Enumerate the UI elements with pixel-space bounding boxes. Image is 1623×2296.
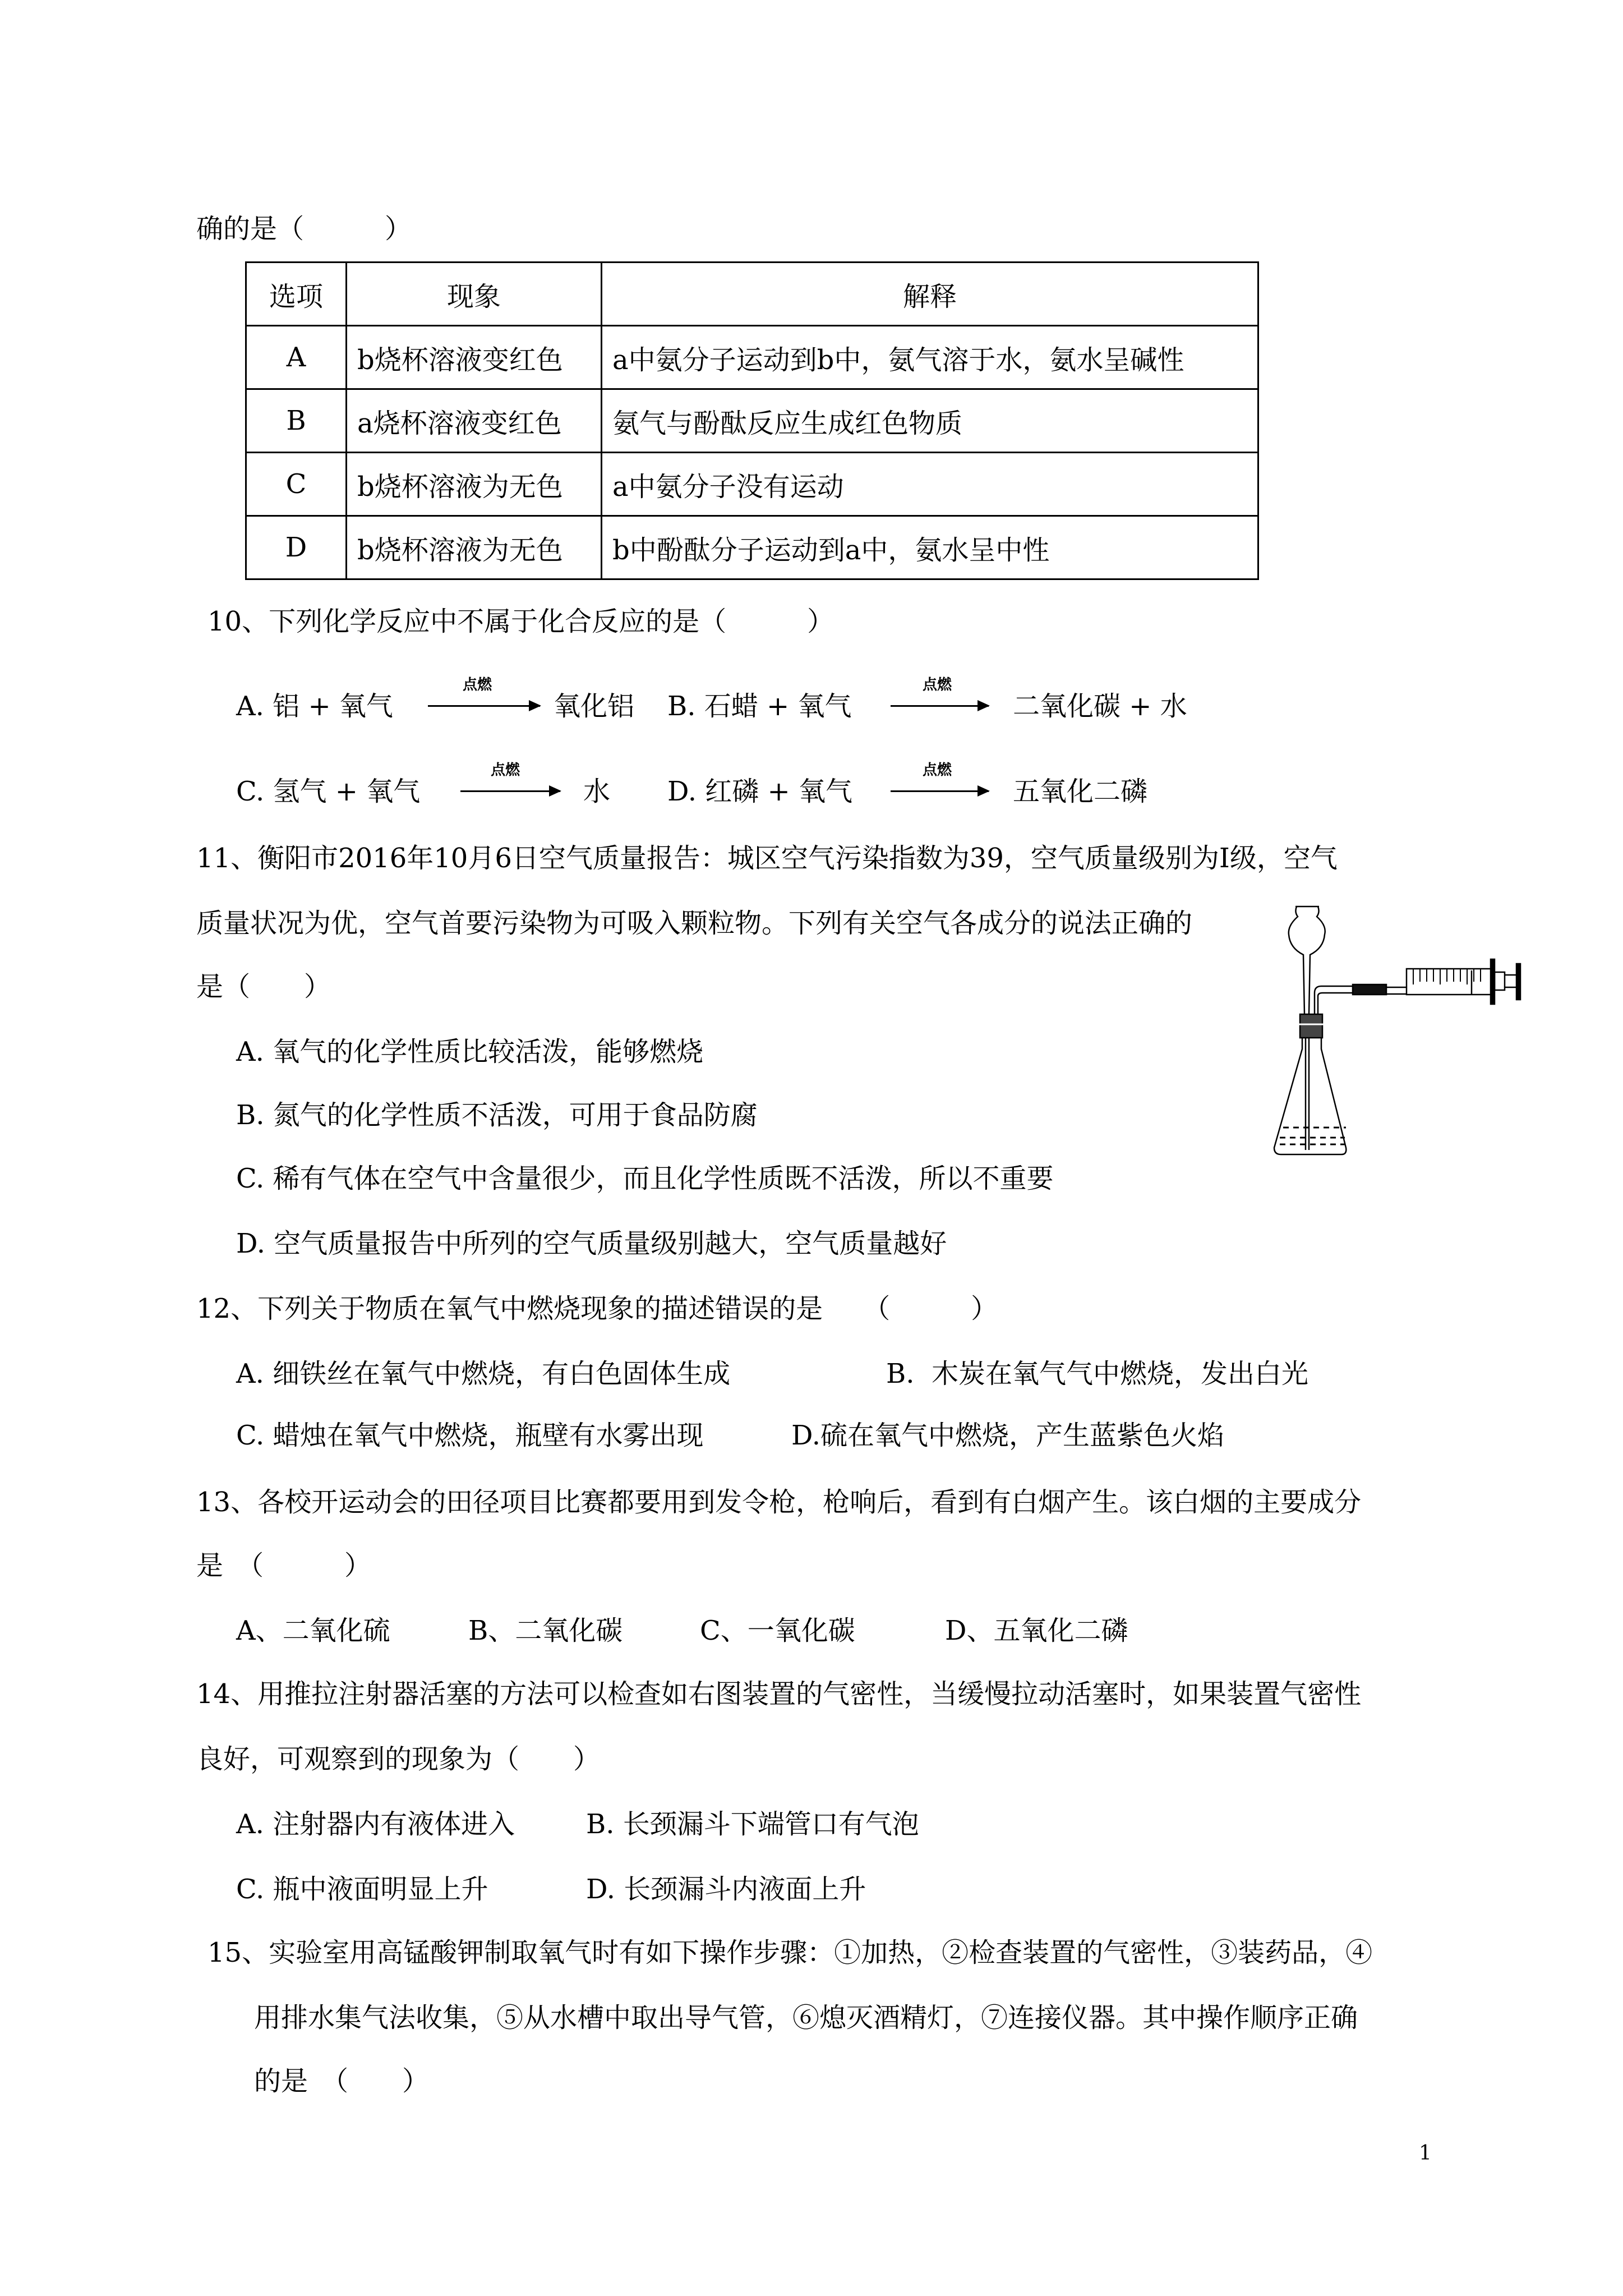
- q14-option-a: A. 注射器内有液体进入: [236, 1809, 515, 1840]
- q12-option-d: D.硫在氧气中燃烧，产生蓝紫色火焰: [791, 1420, 1225, 1451]
- reaction-arrow: [460, 790, 560, 792]
- table-cell: b烧杯溶液为无色: [347, 516, 602, 579]
- table-row: [246, 516, 1258, 579]
- q11-option-b: B. 氮气的化学性质不活泼，可用于食品防腐: [236, 1099, 758, 1131]
- q11-option-c: C. 稀有气体在空气中含量很少，而且化学性质既不活泼，所以不重要: [236, 1163, 1054, 1194]
- q13-option-c: C、一氧化碳: [700, 1615, 855, 1646]
- table-cell: a中氨分子运动到b中，氨气溶于水，氨水呈碱性: [602, 326, 1258, 389]
- table-cell: b烧杯溶液变红色: [347, 326, 602, 389]
- q14-option-b: B. 长颈漏斗下端管口有气泡: [586, 1809, 919, 1840]
- condition-label: 点燃: [923, 762, 952, 779]
- q13-stem-line: 13、各校开运动会的田径项目比赛都要用到发令枪，枪响后，看到有白烟产生。该白烟的主要成分: [196, 1487, 1362, 1518]
- page-number: 1: [1419, 2142, 1432, 2165]
- condition-label: 点燃: [491, 762, 520, 779]
- table-cell: A: [246, 326, 347, 389]
- q14-option-c: C. 瓶中液面明显上升: [236, 1874, 488, 1905]
- table-cell: C: [246, 453, 347, 516]
- q13-stem-line: 是 （ ）: [196, 1550, 372, 1581]
- q11-stem-line: 11、衡阳市2016年10月6日空气质量报告：城区空气污染指数为39，空气质量级别为Ⅰ级，空气: [196, 843, 1338, 874]
- table-header: [246, 263, 1258, 326]
- q14-stem-line: 良好，可观察到的现象为（ ）: [196, 1743, 601, 1775]
- q10-option-d-product: 五氧化二磷: [1013, 776, 1148, 807]
- q12-option-a: A. 细铁丝在氧气中燃烧，有白色固体生成: [236, 1358, 731, 1389]
- rubber-stopper-icon: [1298, 1014, 1325, 1038]
- conical-flask-icon: [1274, 1038, 1346, 1154]
- table-cell: a中氨分子没有运动: [602, 453, 1258, 516]
- q14-option-d: D. 长颈漏斗内液面上升: [586, 1874, 866, 1905]
- q10-option-a-reactants: A. 铝 + 氧气: [236, 691, 393, 722]
- header-cell: 现象: [347, 263, 602, 326]
- q15-stem-line: 15、实验室用高锰酸钾制取氧气时有如下操作步骤：①加热，②检查装置的气密性，③装药品，④: [208, 1937, 1373, 1968]
- q10-option-c-reactants: C. 氢气 + 氧气: [236, 776, 421, 807]
- table-row: [246, 453, 1258, 516]
- q10-option-d-reactants: D. 红磷 + 氧气: [667, 776, 853, 807]
- q14-stem-line: 14、用推拉注射器活塞的方法可以检查如右图装置的气密性，当缓慢拉动活塞时，如果装置气密性: [196, 1678, 1362, 1710]
- condition-label: 点燃: [463, 677, 492, 693]
- q11-stem-line: 质量状况为优，空气首要污染物为可吸入颗粒物。下列有关空气各成分的说法正确的: [196, 908, 1193, 939]
- q15-stem-line: 的是 （ ）: [254, 2065, 430, 2097]
- q10-option-b-product: 二氧化碳 + 水: [1013, 691, 1187, 722]
- table-row: [246, 389, 1258, 453]
- table-cell: b烧杯溶液为无色: [347, 453, 602, 516]
- q10-option-c-product: 水: [583, 776, 611, 807]
- q10-option-b-reactants: B. 石蜡 + 氧气: [667, 691, 852, 722]
- q13-option-b: B、二氧化碳: [468, 1615, 623, 1646]
- q12-option-c: C. 蜡烛在氧气中燃烧，瓶壁有水雾出现: [236, 1420, 704, 1451]
- reaction-arrow: [891, 705, 989, 707]
- table-cell: D: [246, 516, 347, 579]
- answer-table: [245, 261, 1259, 580]
- apparatus-figure: [1234, 869, 1570, 1167]
- condition-label: 点燃: [923, 677, 952, 693]
- table-cell: B: [246, 389, 347, 453]
- q15-stem-line: 用排水集气法收集，⑤从水槽中取出导气管，⑥熄灭酒精灯，⑦连接仪器。其中操作顺序正确: [254, 2002, 1358, 2033]
- table-cell: 氨气与酚酞反应生成红色物质: [602, 389, 1258, 453]
- q12-stem: 12、下列关于物质在氧气中燃烧现象的描述错误的是 （ ）: [196, 1293, 998, 1324]
- q13-option-a: A、二氧化硫: [236, 1615, 390, 1646]
- q11-stem-line: 是（ ）: [196, 971, 331, 1002]
- q9-tail: 确的是（ ）: [196, 213, 412, 245]
- header-cell: 解释: [602, 263, 1258, 326]
- q10-stem: 10、下列化学反应中不属于化合反应的是（ ）: [208, 606, 834, 637]
- q12-option-b: B. 木炭在氧气气中燃烧，发出白光: [886, 1358, 1309, 1389]
- table-cell: a烧杯溶液变红色: [347, 389, 602, 453]
- header-cell: 选项: [246, 263, 347, 326]
- bent-glass-tube-icon: [1315, 984, 1407, 1014]
- reaction-arrow: [428, 705, 540, 707]
- q11-option-d: D. 空气质量报告中所列的空气质量级别越大，空气质量越好: [236, 1228, 947, 1259]
- table-cell: b中酚酞分子运动到a中，氨水呈中性: [602, 516, 1258, 579]
- reaction-arrow: [891, 790, 989, 792]
- q13-option-d: D、五氧化二磷: [945, 1615, 1128, 1646]
- table-row: [246, 326, 1258, 389]
- syringe-icon: [1407, 959, 1520, 1004]
- q11-option-a: A. 氧气的化学性质比较活泼，能够燃烧: [236, 1036, 704, 1068]
- q10-option-a-product: 氧化铝: [554, 691, 635, 722]
